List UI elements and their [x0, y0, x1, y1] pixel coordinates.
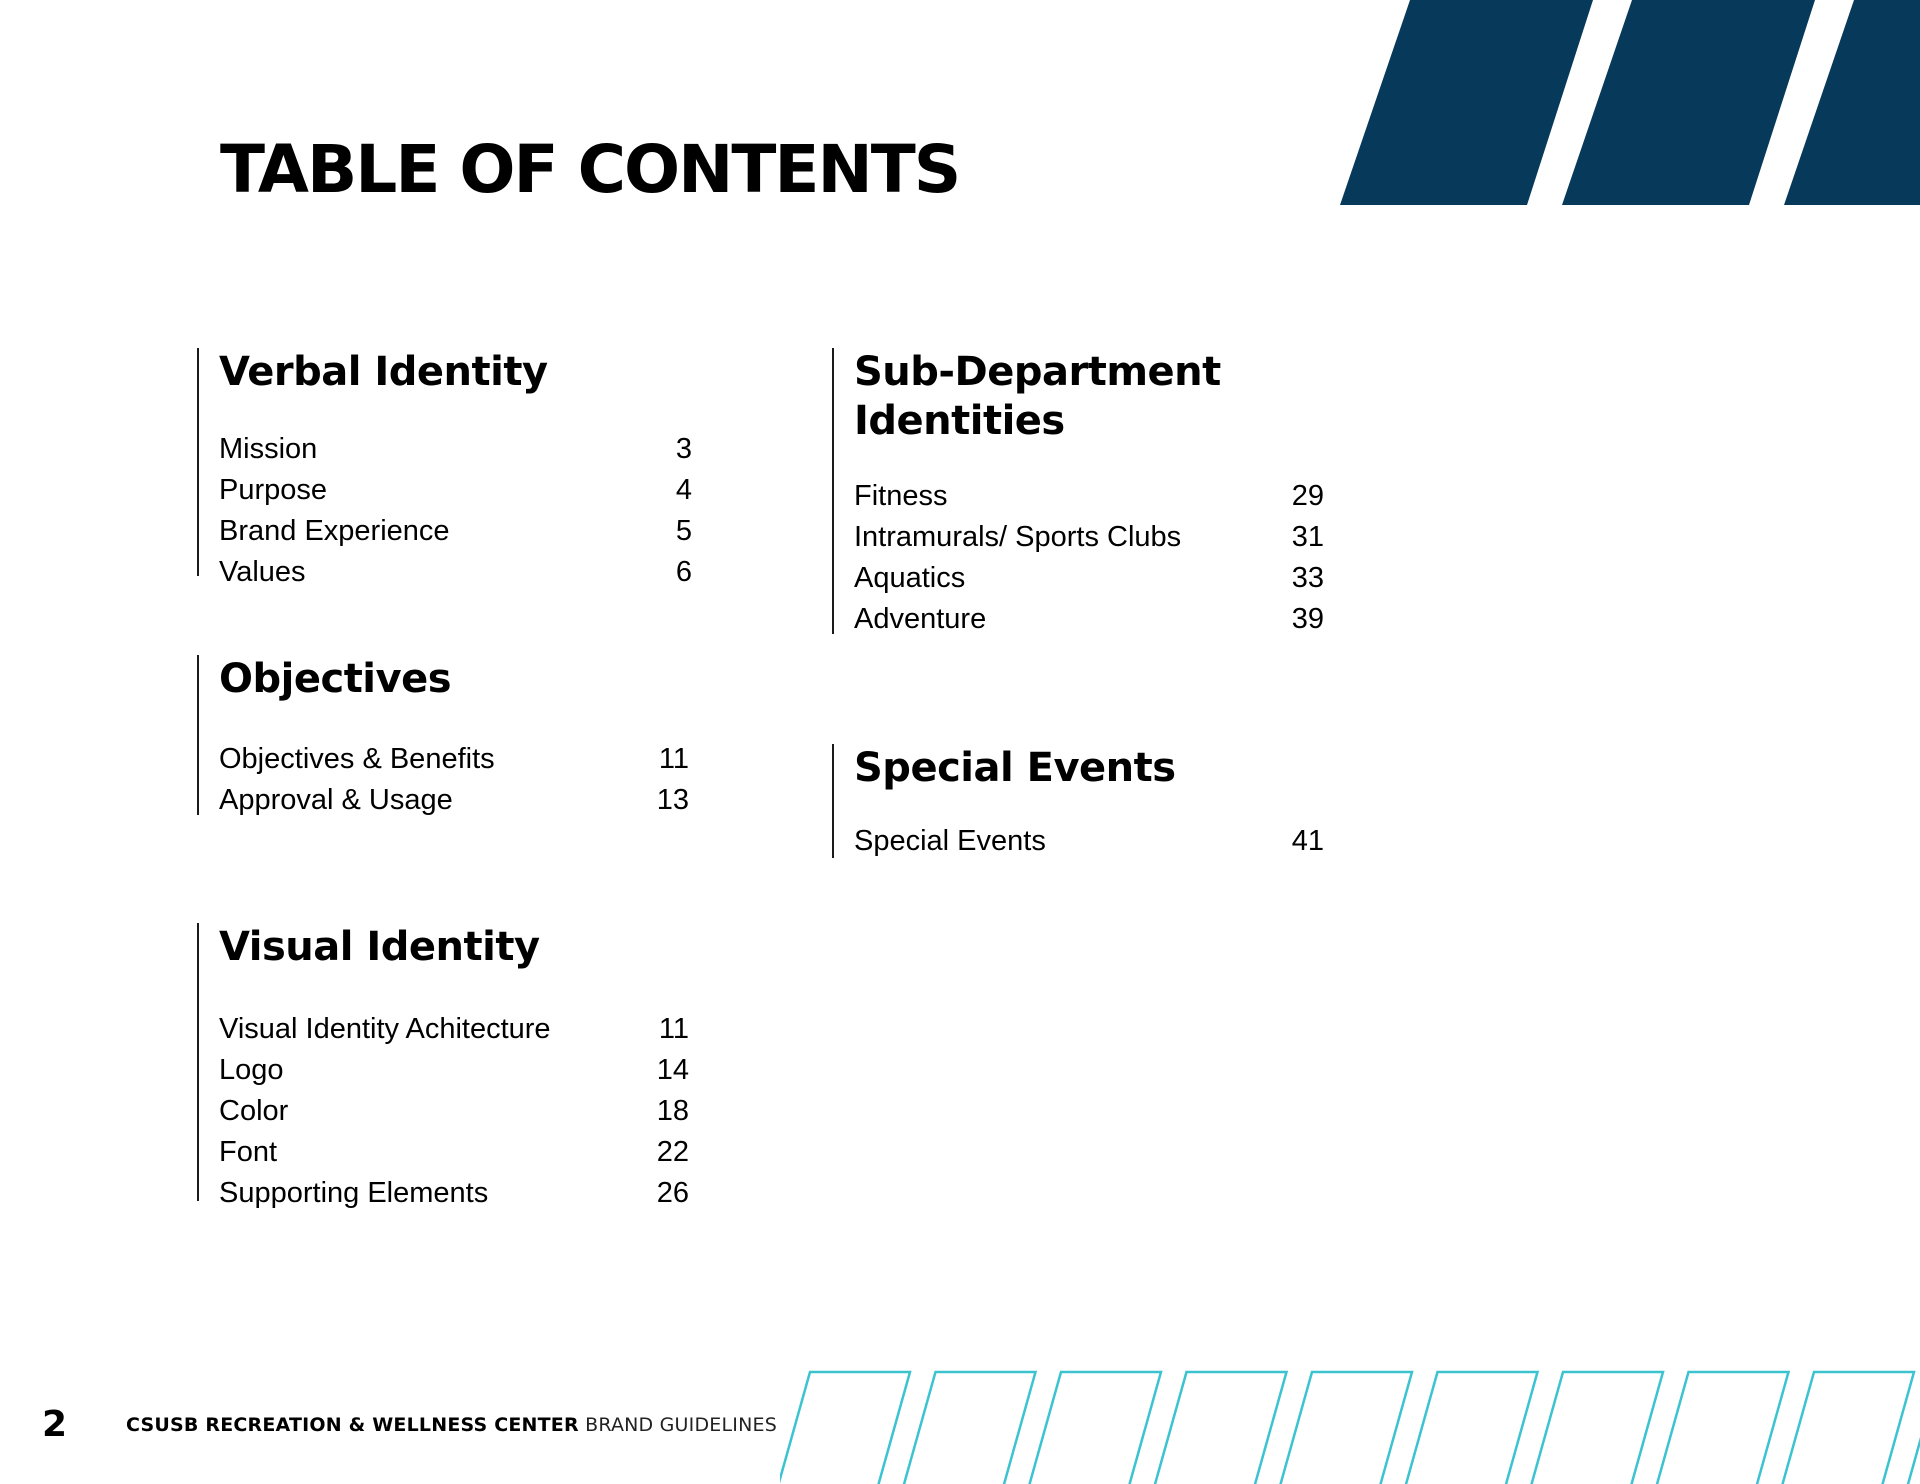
toc-entry-adventure[interactable] [854, 599, 1324, 640]
toc-entry-label: Special Events [854, 825, 1046, 857]
footer-document-name: BRAND GUIDELINES [585, 1414, 777, 1436]
toc-entry-label: Mission [219, 433, 318, 465]
toc-entry-label: Intramurals/ Sports Clubs [854, 521, 1182, 553]
toc-list [854, 821, 1324, 862]
toc-entry-page: 4 [675, 474, 692, 506]
toc-entry-page: 18 [656, 1095, 689, 1127]
toc-entry-page: 29 [1291, 480, 1324, 512]
toc-entry-label: Adventure [854, 603, 987, 635]
section-verbal-identity [197, 348, 692, 588]
footer-organization: CSUSB RECREATION & WELLNESS CENTER [126, 1414, 579, 1436]
section-heading [854, 348, 1324, 446]
toc-entry-page: 22 [656, 1136, 689, 1168]
toc-entry-intramurals-sports-clubs[interactable] [854, 517, 1324, 558]
section-heading: Verbal Identity [219, 349, 548, 395]
toc-entry-page: 33 [1291, 562, 1324, 594]
toc-entry-font[interactable] [219, 1132, 689, 1173]
toc-entry-page: 11 [658, 743, 689, 775]
toc-entry-page: 14 [656, 1054, 689, 1086]
toc-entry-page: 31 [1291, 521, 1324, 553]
toc-entry-page: 13 [656, 784, 689, 816]
toc-entry-page: 11 [658, 1013, 689, 1045]
teal-stripe [1406, 1372, 1538, 1484]
section-sub-department-identities [832, 348, 1324, 634]
teal-stripe [780, 1372, 910, 1484]
toc-entry-brand-experience[interactable] [219, 511, 692, 552]
toc-entry-page: 6 [675, 556, 692, 588]
toc-entry-label: Approval & Usage [219, 784, 453, 816]
section-objectives [197, 655, 689, 815]
teal-stripe [1155, 1372, 1287, 1484]
toc-entry-objectives-benefits[interactable] [219, 739, 689, 780]
toc-entry-purpose[interactable] [219, 470, 692, 511]
toc-entry-label: Objectives & Benefits [219, 743, 495, 775]
toc-entry-page: 3 [675, 433, 692, 465]
teal-stripe [1782, 1372, 1914, 1484]
toc-entry-special-events[interactable] [854, 821, 1324, 862]
toc-entry-label: Color [219, 1095, 289, 1127]
toc-entry-values[interactable] [219, 552, 692, 593]
teal-stripes-decoration [780, 1370, 1920, 1484]
teal-stripe [1657, 1372, 1789, 1484]
teal-stripe [1029, 1372, 1161, 1484]
footer-document-title [126, 1414, 777, 1436]
page-title: TABLE OF CONTENTS [220, 131, 960, 208]
teal-stripe [904, 1372, 1036, 1484]
toc-entry-label: Aquatics [854, 562, 966, 594]
toc-entry-color[interactable] [219, 1091, 689, 1132]
toc-entry-label: Brand Experience [219, 515, 450, 547]
toc-entry-label: Fitness [854, 480, 948, 512]
toc-entry-aquatics[interactable] [854, 558, 1324, 599]
section-heading-line: Sub-Department [854, 349, 1221, 395]
toc-entry-visual-identity-architecture[interactable] [219, 1009, 689, 1050]
toc-entry-supporting-elements[interactable] [219, 1173, 689, 1214]
toc-entry-label: Values [219, 556, 306, 588]
toc-entry-fitness[interactable] [854, 476, 1324, 517]
section-heading: Objectives [219, 656, 452, 702]
toc-entry-page: 41 [1291, 825, 1324, 857]
section-special-events [832, 744, 1324, 858]
navy-stripe [1562, 0, 1815, 205]
toc-entry-mission[interactable] [219, 429, 692, 470]
toc-entry-label: Logo [219, 1054, 284, 1086]
toc-entry-label: Purpose [219, 474, 328, 506]
toc-entry-page: 39 [1291, 603, 1324, 635]
toc-list [219, 429, 692, 593]
toc-entry-approval-usage[interactable] [219, 780, 689, 821]
toc-entry-logo[interactable] [219, 1050, 689, 1091]
toc-entry-page: 26 [656, 1177, 689, 1209]
toc-entry-label: Font [219, 1136, 278, 1168]
navy-stripe [1340, 0, 1593, 205]
teal-stripe [1531, 1372, 1663, 1484]
section-heading: Visual Identity [219, 924, 540, 970]
section-heading-line: Identities [854, 398, 1065, 444]
section-heading: Special Events [854, 745, 1176, 791]
toc-entry-label: Visual Identity Achitecture [219, 1013, 551, 1045]
toc-entry-label: Supporting Elements [219, 1177, 489, 1209]
teal-stripe [1280, 1372, 1412, 1484]
toc-list [219, 1009, 689, 1214]
page-number: 2 [42, 1404, 68, 1445]
navy-stripes-decoration [1340, 0, 1920, 205]
toc-entry-page: 5 [675, 515, 692, 547]
toc-list [854, 476, 1324, 640]
section-visual-identity [197, 923, 689, 1209]
toc-list [219, 739, 689, 821]
